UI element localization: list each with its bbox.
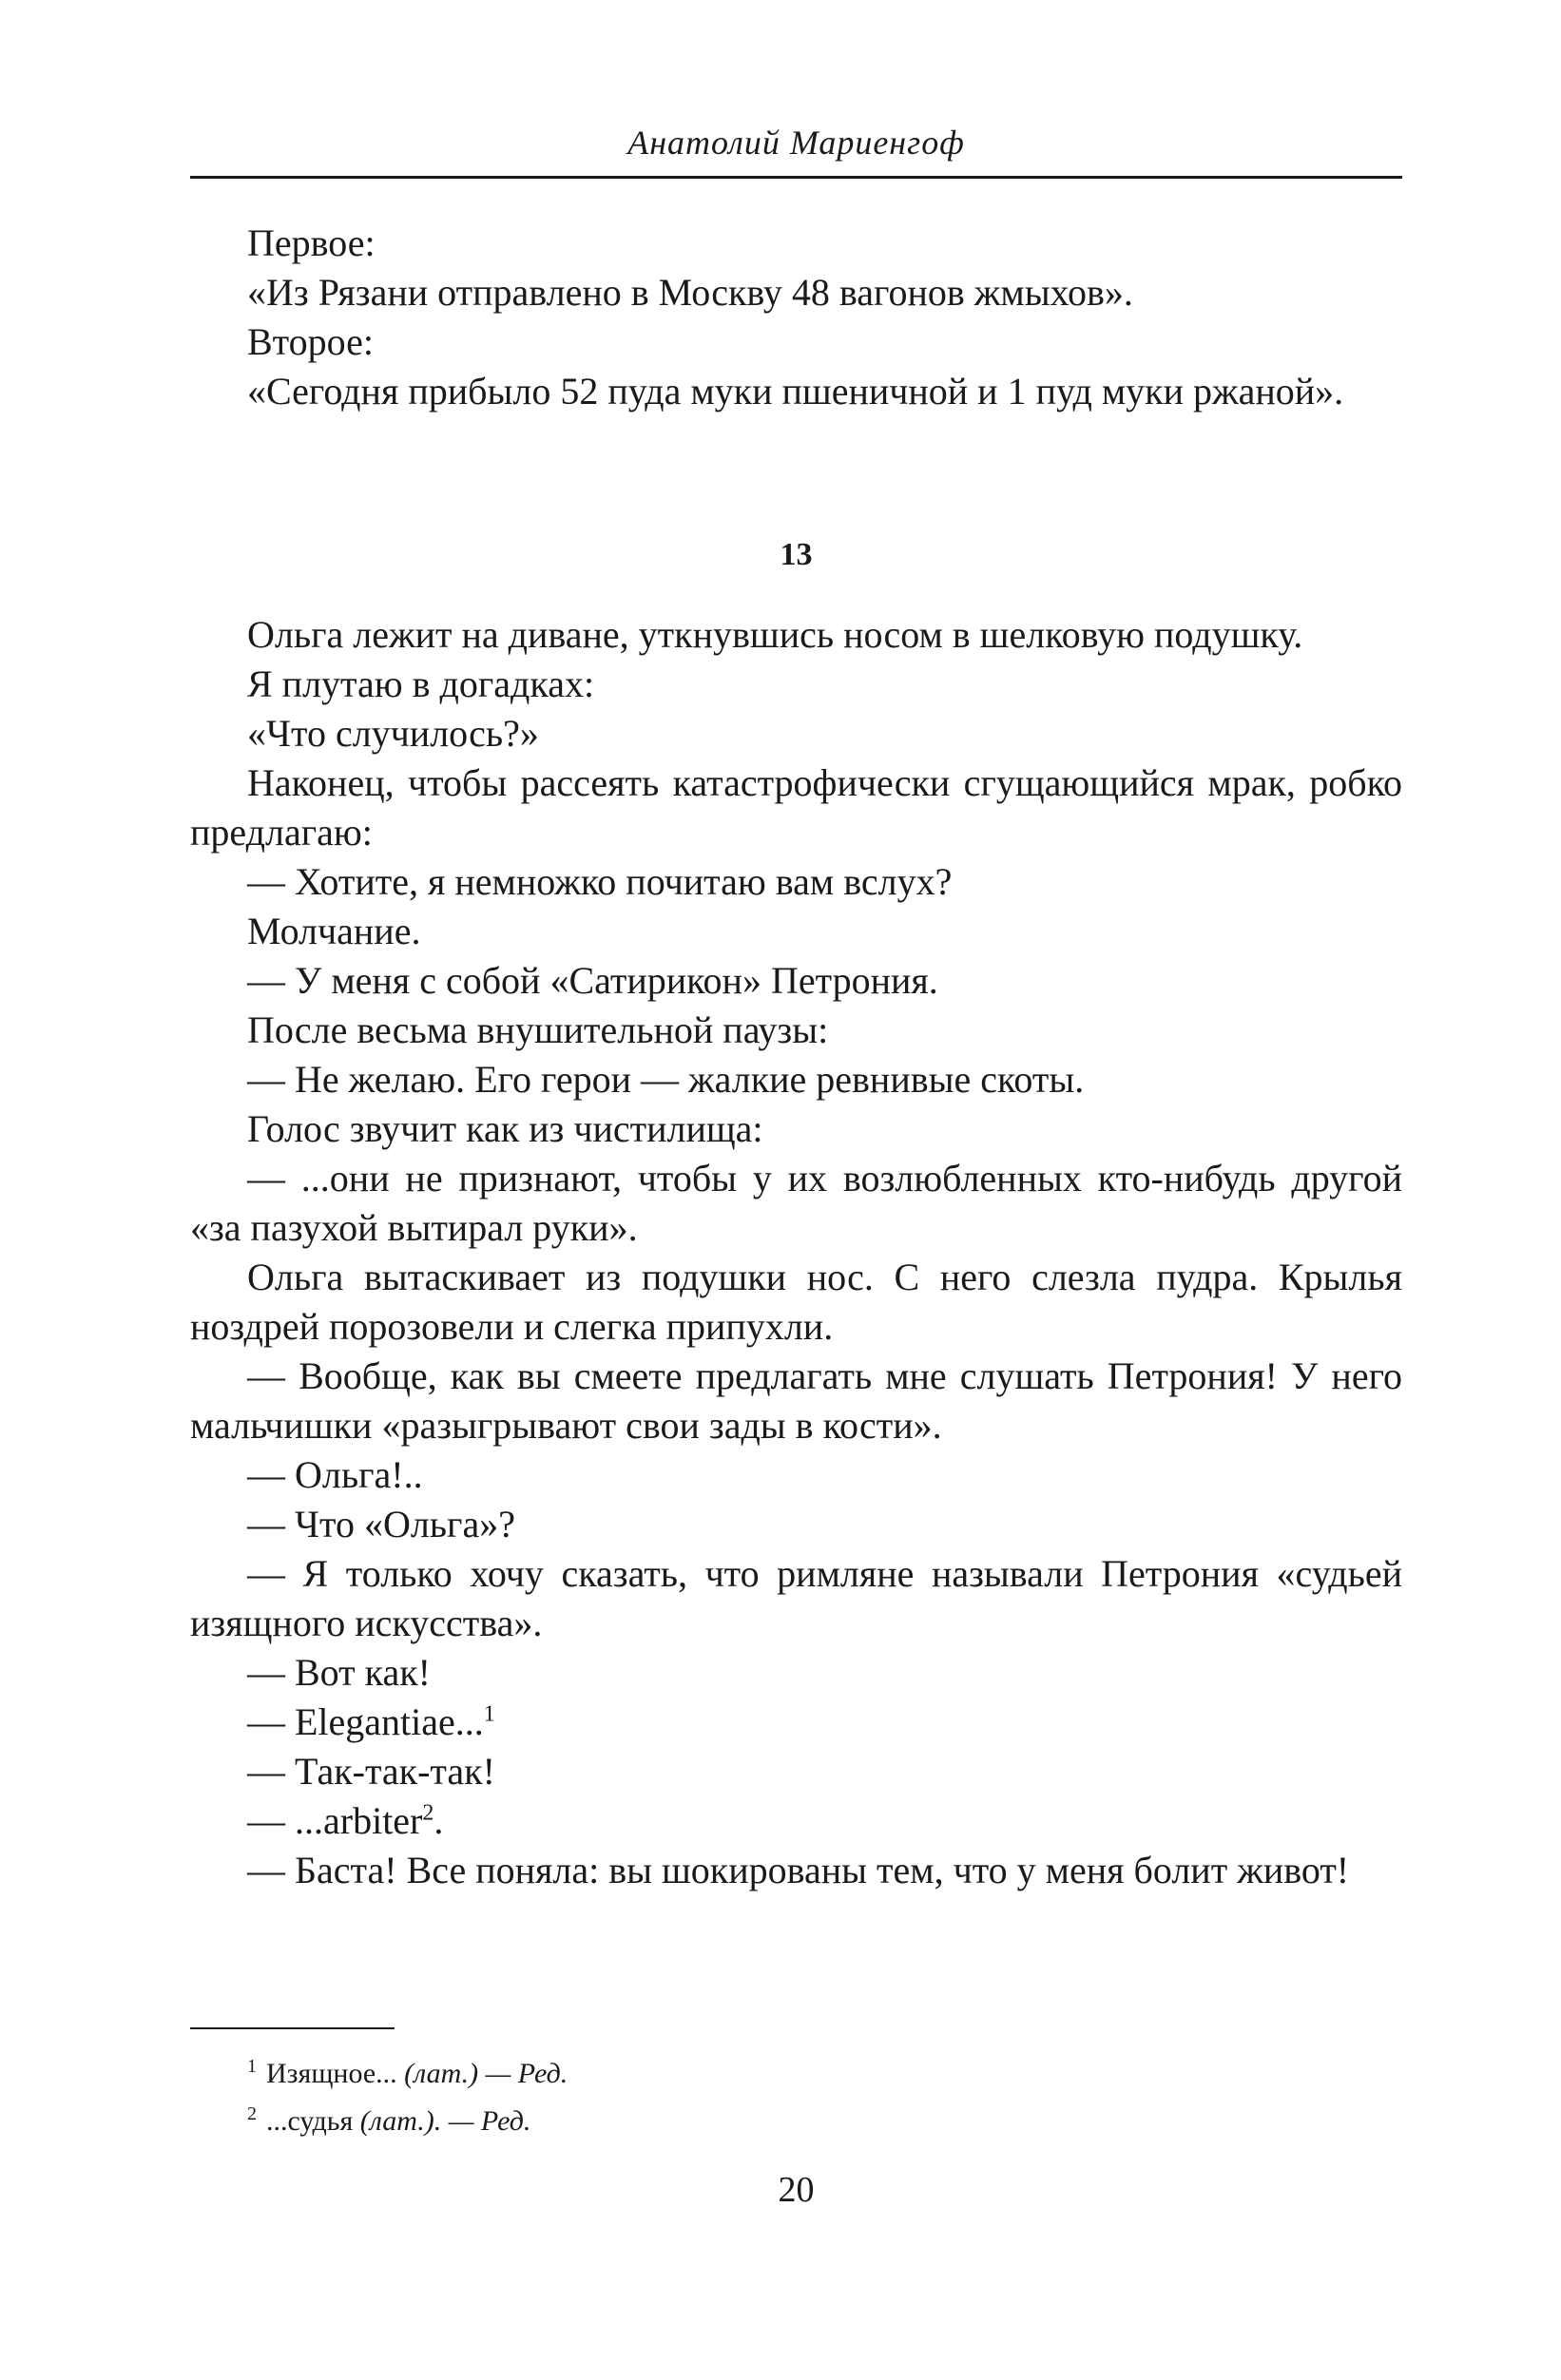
- footnote: [190, 2046, 1402, 2094]
- paragraph: Молчание.: [247, 910, 421, 952]
- footnote: [190, 2094, 1402, 2141]
- dialogue-line: — Я только хочу сказать, что римляне называли Петрония «судьей изящного искусства».: [190, 1552, 1402, 1644]
- dialogue-line: — У меня с собой «Сатирикон» Петрония.: [247, 959, 938, 1002]
- dialogue-line: — Не желаю. Его герои — жалкие ревнивые скоты.: [247, 1058, 1085, 1101]
- footnote-rule: [190, 2027, 395, 2029]
- footnote-text: Изящное...: [266, 2058, 405, 2089]
- paragraph: Первое:: [247, 221, 376, 264]
- paragraph: Голос звучит как из чистилища:: [247, 1107, 763, 1150]
- footnote-mark: 1: [247, 2056, 257, 2077]
- dialogue-line: [190, 1796, 1402, 1846]
- footnote-ref[interactable]: 1: [483, 1701, 495, 1727]
- dialogue-line: — Баста! Все поняла: вы шокированы тем, что у меня болит живот!: [247, 1849, 1350, 1891]
- footnote-text: ...судья: [266, 2105, 360, 2137]
- paragraph: Ольга лежит на диване, уткнувшись носом в шелковую подушку.: [247, 613, 1303, 656]
- dialogue-line: — Вот как!: [247, 1651, 431, 1694]
- paragraph: После весьма внушительной паузы:: [247, 1008, 829, 1051]
- dialogue-text: — ...arbiter: [247, 1799, 423, 1842]
- header-rule: [190, 176, 1402, 179]
- paragraph: Наконец, чтобы рассеять катастрофически сгущающийся мрак, робко предлагаю:: [190, 761, 1402, 854]
- dialogue-line: — Так-так-так!: [247, 1750, 495, 1793]
- paragraph: Второе:: [247, 320, 374, 363]
- running-head-title: Анатолий Мариенгоф: [627, 124, 965, 162]
- footnote-ref[interactable]: 2: [422, 1800, 434, 1826]
- footnote-note: (лат.). — Ред.: [359, 2105, 531, 2137]
- text-block-intro: [190, 219, 1402, 416]
- paragraph: Ольга вытаскивает из подушки нос. С него слезла пудра. Крылья ноздрей порозовели и слегка припухли.: [190, 1256, 1402, 1348]
- paragraph: «Из Рязани отправлено в Москву 48 вагонов жмыхов».: [247, 271, 1133, 314]
- dialogue-line: — Вообще, как вы смеете предлагать мне слушать Петрония! У него мальчишки «разыгрывают свои зады в кости».: [190, 1354, 1402, 1447]
- paragraph: Я плутаю в догадках:: [247, 662, 595, 705]
- paragraph: «Сегодня прибыло 52 пуда муки пшеничной и 1 пуд муки ржаной».: [247, 370, 1344, 413]
- dialogue-line: — Что «Ольга»?: [247, 1503, 515, 1545]
- dialogue-line: — Хотите, я немножко почитаю вам вслух?: [247, 860, 953, 903]
- footnote-mark: 2: [247, 2103, 257, 2124]
- dialogue-line: — ...они не признают, чтобы у их возлюбленных кто-нибудь другой «за пазухой вытирал руки».: [190, 1157, 1402, 1249]
- dialogue-line: — Ольга!..: [247, 1453, 423, 1496]
- dialogue-text-tail: .: [434, 1799, 444, 1842]
- footnote-note: (лат.) — Ред.: [404, 2058, 569, 2089]
- page-number: 20: [778, 2170, 815, 2210]
- text-block-chapter-13: [190, 610, 1402, 1895]
- chapter-number: 13: [780, 537, 813, 572]
- dialogue-line: [190, 1698, 1402, 1747]
- footnotes: [190, 2046, 1402, 2141]
- paragraph: «Что случилось?»: [247, 712, 539, 755]
- dialogue-text: — Elegantiae...: [247, 1700, 484, 1743]
